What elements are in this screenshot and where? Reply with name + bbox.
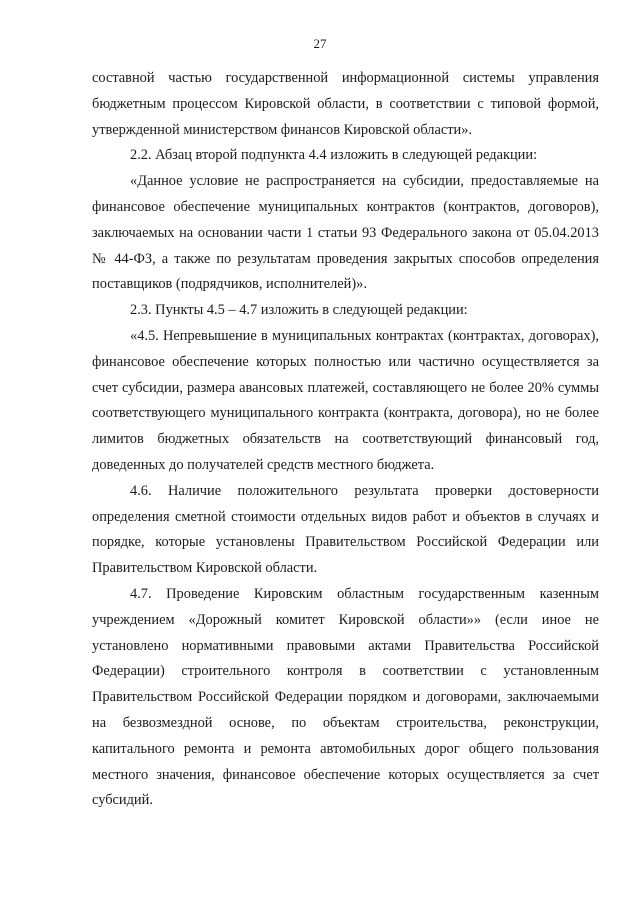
document-body — [92, 66, 599, 814]
paragraph-4-6: 4.6. Наличие положительного результата проверки достоверности определения сметной стоимости отдельных видов работ и объектов в случаях и порядке, которые установлены Правительством Российской Федерации или Правительством Кировской области. — [92, 482, 599, 577]
paragraph-quote-condition: «Данное условие не распространяется на субсидии, предоставляемые на финансовое обеспечение муниципальных контрактов (контрактов, договоров), заключаемых на основании части 1 статьи 93 Федерального закона от 05.04.2013 № 44-ФЗ, а также по результатам проведения закрытых способов определения поставщиков (подрядчиков, исполнителей)». — [92, 173, 599, 293]
paragraph-2-3: 2.3. Пункты 4.5 – 4.7 изложить в следующей редакции: — [130, 302, 468, 319]
paragraph-4-5: «4.5. Непревышение в муниципальных контрактах (контрактах, договорах), финансовое обеспечение которых полностью или частично осуществляется за счет субсидии, размера авансовых платежей, составляющего не более 20% суммы соответствующего муниципального контракта (контракта, договора), но не более лимитов бюджетных обязательств на соответствующий финансовый год, доведенных до получателей средств местного бюджета. — [92, 327, 599, 473]
paragraph-4-7: 4.7. Проведение Кировским областным государственным казенным учреждением «Дорожный комитет Кировской области»» (если иное не установлено нормативными правовыми актами Правительства Российской Федерации) строительного контроля в соответствии с установленным Правительством Российской Федерации порядком и договорами, заключаемыми на безвозмездной основе, по объектам строительства, реконструкции, капитального ремонта и ремонта автомобильных дорог общего пользования местного значения, финансовое обеспечение которых осуществляется за счет субсидий. — [92, 585, 599, 809]
paragraph-2-2: 2.2. Абзац второй подпункта 4.4 изложить в следующей редакции: — [130, 147, 538, 164]
page-number: 27 — [313, 36, 327, 51]
paragraph-continuation: составной частью государственной информационной системы управления бюджетным процессом Кировской области, в соответствии с типовой формой, утвержденной министерством финансов Кировской области». — [92, 70, 599, 138]
